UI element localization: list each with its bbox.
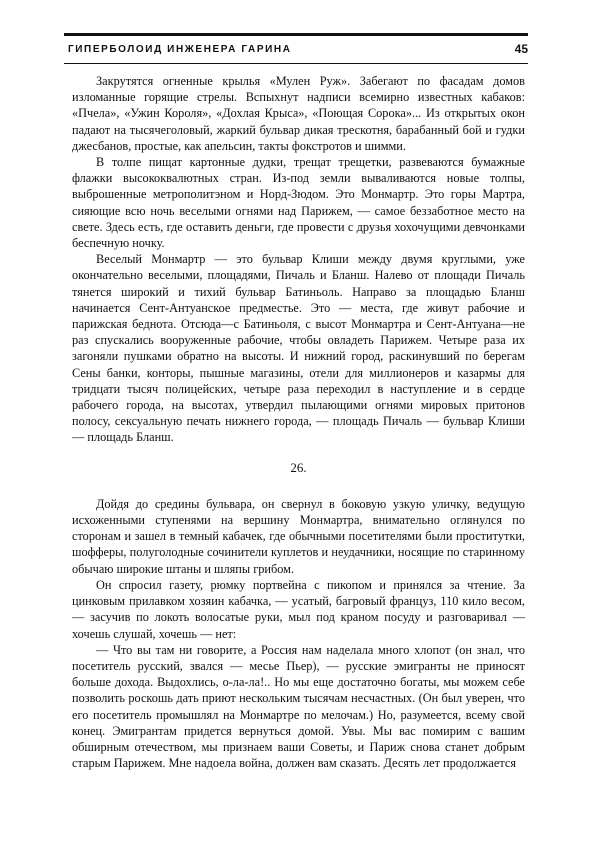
body-text [72,73,525,771]
page-number: 45 [514,42,528,56]
running-title: ГИПЕРБОЛОИД ИНЖЕНЕРА ГАРИНА [68,44,292,55]
header-rule-thick [64,33,528,36]
paragraph: Закрутятся огненные крылья «Мулен Руж». Забегают по фасадам домов изломанные горящие стрелы. Вспыхнут надписи всемирно известных кабаков: «Пчела», «Ужин Короля», «Дохлая Крыса», «Поющая Сорока»... Из открытых окон падают на тысячеголовый, жаркий бульвар дикая трескотня, барабанный бой и гудки джесбанов, простые, как апельсин, такты фокстротов и шимми. [72,74,525,153]
paragraph: — Что вы там ни говорите, а Россия нам наделала много хлопот (он знал, что посетитель русский, звался — месье Пьер), — русские эмигранты не приносят больше дохода. Выдохлись, о-ла-ла!.. Но мы еще достаточно богаты, мы можем себе позволить роскошь дать приют нескольким тысячам несчастных. (Он был уверен, что его посетитель промышлял на Монмартре по мелочам.) Но, разумеется, всему свой конец. Эмигрантам придется вернуться домой. Увы. Мы вас помирим с вашим обширным отечеством, мы признаем ваши Советы, и Париж снова станет добрым старым Парижем. Мне надоела война, должен вам сказать. Десять лет продолжается [72,642,525,771]
paragraph: В толпе пищат картонные дудки, трещат трещетки, развеваются бумажные флажки высококвалютных стран. Из-под земли вываливаются новые толпы, выброшенные метрополитэном и Норд-Зюдом. Это Монмартр. Это горы Мартра, сияющие всю ночь веселыми огнями над Парижем, — самое беззаботное место на свете. Здесь есть, где оставить деньги, где провести с друзья хохочущими девчонками беспечную ночку. [72,155,525,251]
header-rule-thin [64,63,528,64]
chapter-number: 26. [290,459,307,475]
paragraph: Он спросил газету, рюмку портвейна с пикопом и принялся за чтение. За цинковым прилавком хозяин кабачка, — усатый, багровый француз, 110 кило весом, — засучив по локоть волосатые руки, мыл под краном посуду и разговаривал — хочешь слушай, хочешь — нет: [72,577,525,641]
paragraph: Веселый Монмартр — это бульвар Клиши между двумя круглыми, уже окончательно веселыми, площадями, Пичаль и Бланш. Налево от площади Пичаль тянется широкий и тихий бульвар Батиньоль. Направо за площадью Бланш начинается Сент-Антуанское предместье. Это — места, где живут рабочие и парижская беднота. Отсюда—с Батиньоля, с высот Монмартра и Сент-Антуана—не раз спускались вооруженные рабочие, чтобы овладеть Парижем. Четыре раза их загоняли пушками обратно на высоты. И нижний город, раскинувший по берегам Сены банки, конторы, пышные магазины, отели для миллионеров и казармы для тридцати тысяч полицейских, четыре раза переходил в наступление и в сердце рабочего города, на высотах, утвердил пылающими огнями мировых притонов полосу, сексуальную печать нижнего города, — площадь Пичаль — бульвар Клиши — площадь Бланш. [72,252,525,445]
paragraph: Дойдя до средины бульвара, он свернул в боковую узкую уличку, ведущую исхоженными ступенями на вершину Монмартра, внимательно оглянулся по сторонам и зашел в темный кабачек, где обычными посетителями были проститутки, шофферы, полуголодные сочинители куплетов и неудачники, носящие по старинному обычаю широкие штаны и шляпы грибом. [72,496,525,576]
running-head [64,42,528,58]
